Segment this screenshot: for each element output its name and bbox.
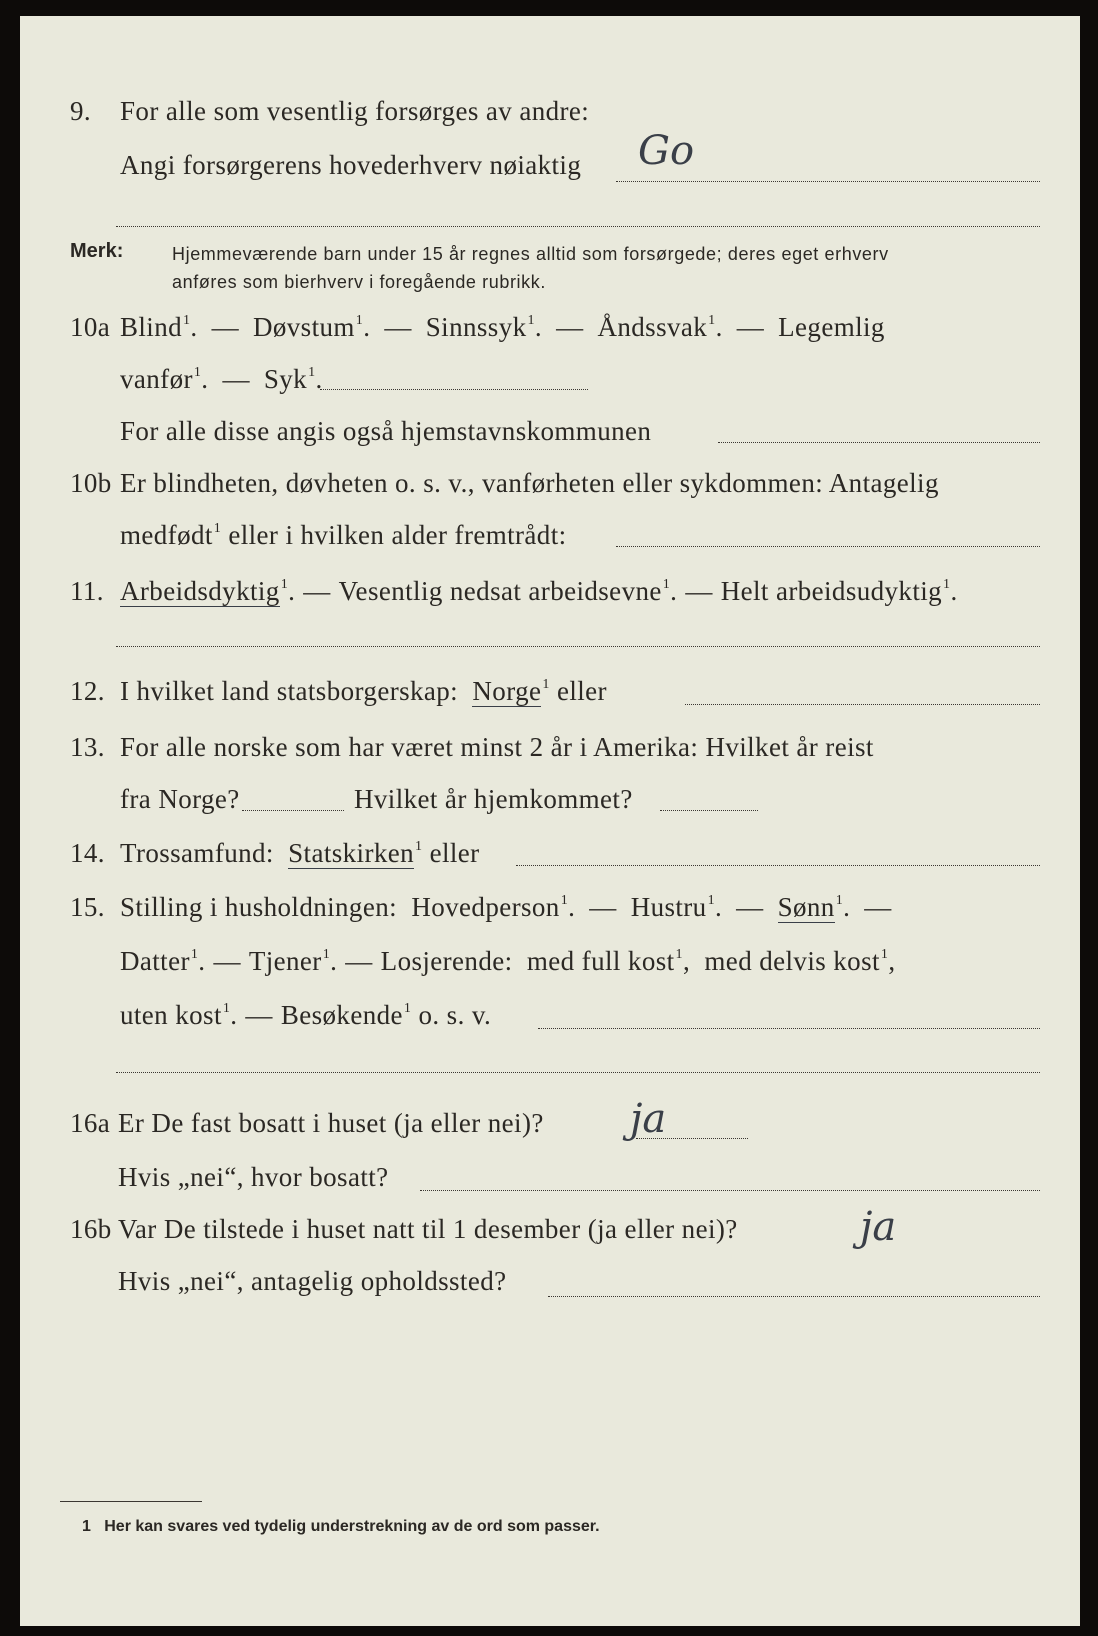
option-vanfor: vanfør <box>120 364 193 394</box>
question-text: For alle norske som har været minst 2 år i Amerika: Hvilket år reist <box>120 732 874 762</box>
answer-line <box>516 865 1040 866</box>
answer-line <box>718 442 1040 443</box>
question-number: 9. <box>70 96 92 126</box>
question-number: 13. <box>70 732 105 762</box>
option-udyktig: Helt arbeidsudyktig <box>720 576 943 606</box>
answer-line <box>420 1190 1040 1191</box>
footnote-text: Her kan svares ved tydelig understrekning av de ord som passer. <box>104 1518 600 1535</box>
question-text: For alle som vesentlig forsørges av andre: <box>120 96 590 126</box>
option-andssvak: Åndssvak <box>597 312 708 342</box>
question-number: 10b <box>70 468 112 498</box>
question-text: I hvilket land statsborgerskap: <box>120 676 459 706</box>
option-medfodt: medfødt <box>120 520 213 550</box>
question-number: 16a <box>70 1108 111 1138</box>
option-tjener: Tjener <box>248 946 322 976</box>
answer-line <box>320 389 588 390</box>
note-text <box>172 240 889 296</box>
question-number: 15. <box>70 892 105 922</box>
option-delvis-kost: med delvis kost <box>704 946 880 976</box>
answer-line <box>242 810 344 811</box>
question-number: 10a <box>70 312 111 342</box>
question-text: Var De tilstede i huset natt til 1 desember (ja eller nei)? <box>118 1214 738 1244</box>
answer-line <box>116 646 1040 647</box>
question-text: Er blindheten, døvheten o. s. v., vanførheten eller sykdommen: Antagelig <box>120 468 939 498</box>
option-norge-underlined: Norge <box>472 676 542 706</box>
answer-line <box>116 226 1040 227</box>
option-legemlig: Legemlig <box>778 312 885 342</box>
option-statskirken-underlined: Statskirken <box>288 838 415 868</box>
option-sonn-underlined: Sønn <box>777 892 835 922</box>
footnote <box>82 1518 600 1536</box>
option-dovstum: Døvstum <box>252 312 355 342</box>
question-number: 12. <box>70 676 105 706</box>
note-line: anføres som bierhverv i foregående rubrikk. <box>172 272 546 292</box>
answer-line <box>116 1072 1040 1073</box>
note-line: Hjemmeværende barn under 15 år regnes alltid som forsørgede; deres eget erhverv <box>172 244 889 264</box>
option-hovedperson: Hovedperson <box>411 892 560 922</box>
footnote-rule <box>60 1501 202 1502</box>
option-nedsat: Vesentlig nedsat arbeidsevne <box>338 576 662 606</box>
handwritten-answer: ja <box>630 1096 667 1142</box>
option-syk: Syk <box>263 364 308 394</box>
answer-line <box>616 546 1040 547</box>
question-number: 16b <box>70 1214 112 1244</box>
answer-line <box>616 181 1040 182</box>
handwritten-answer: Go <box>638 128 695 174</box>
option-full-kost: med full kost <box>526 946 675 976</box>
question-text: Hvis „nei“, hvor bosatt? <box>118 1162 389 1192</box>
question-number: 14. <box>70 838 105 868</box>
census-form-page: 9. For alle som vesentlig forsørges av andre: Angi forsørgerens hovederhverv nøiaktig Go Merk: Hjemmeværende barn under 15 år regnes alltid som forsørgede; deres eget erhverv anføres som bierhverv i foregående rubrikk. 10a Blind$^1$. — Døvstum$^1$. — Sinnssyk$^1$. — Åndssvak$^1$. — Legemlig vanfør$^1$. — Syk$^1$. For alle disse angis også hjemstavnskommunen 10b Er blindheten, døvheten o. s. v., vanførheten eller sykdommen: Antagelig medfødt$^1$ eller i hvilken alder fremtrådt: 11. Arbeidsdyktig$^1$. — Vesentlig nedsat arbeidsevne$^1$. — Helt arbeidsudyktig$^1$. 12. I hvilket land statsborgerskap: Norge$^1$ eller 13. For alle norske som har været minst 2 år i Amerika: Hvilket år reist fra Norge? Hvilket år hjemkommet? 14. Trossamfund: Statskirken$^1$ eller 15. Stilling i husholdningen: Hovedperson$^1$. — Hustru$^1$. — Sønn$^1$. — Datter$^1$. — Tjener$^1$. — Losjerende: med full kost$^1$, med delvis kost$^1$, uten kost$^1$. — Besøkende$^1$ o. s. v. 16a Er De fast bosatt i huset (ja eller nei)? ja Hvis „nei“, hvor bosatt? 16b Var De tilstede i huset natt til 1 desember (ja eller nei)? ja Hvis „nei“, antagelig opholdssted? 1 Her kan svares ved tydelig understrekning av de ord som passer. <box>20 16 1080 1626</box>
note-label: Merk: <box>70 240 124 262</box>
options: Arbeidsdyktig$^1$. — Vesentlig nedsat arbeidsevne$^1$. — Helt arbeidsudyktig$^1$. <box>120 576 958 606</box>
answer-line <box>548 1296 1040 1297</box>
handwritten-answer: ja <box>860 1204 897 1250</box>
option-sinnssyk: Sinnssyk <box>425 312 527 342</box>
question-text: fra Norge? <box>120 784 240 814</box>
option-datter: Datter <box>120 946 190 976</box>
option-arbeidsdyktig-underlined: Arbeidsdyktig <box>120 576 280 606</box>
option-besokende: Besøkende <box>280 1000 403 1030</box>
question-text: For alle disse angis også hjemstavnskommunen <box>120 416 652 446</box>
answer-line <box>538 1028 1040 1029</box>
question-text: Hvis „nei“, antagelig opholdssted? <box>118 1266 507 1296</box>
question-text: Angi forsørgerens hovederhverv nøiaktig <box>120 150 582 180</box>
question-text: Er De fast bosatt i huset (ja eller nei)? <box>118 1108 544 1138</box>
answer-line <box>660 810 758 811</box>
question-text: Hvilket år hjemkommet? <box>354 784 633 814</box>
question-number: 11. <box>70 576 104 606</box>
option-losjerende: Losjerende: <box>380 946 513 976</box>
options: Blind$^1$. — Døvstum$^1$. — Sinnssyk$^1$. — Åndssvak$^1$. — Legemlig <box>120 312 885 342</box>
question-text: Trossamfund: <box>120 838 274 868</box>
footnote-mark: 1 <box>82 1518 91 1535</box>
option-blind: Blind <box>120 312 183 342</box>
answer-line <box>685 704 1040 705</box>
question-text: eller i hvilken alder fremtrådt: <box>228 520 567 550</box>
question-text: Stilling i husholdningen: <box>120 892 398 922</box>
option-hustru: Hustru <box>630 892 707 922</box>
option-uten-kost: uten kost <box>120 1000 222 1030</box>
